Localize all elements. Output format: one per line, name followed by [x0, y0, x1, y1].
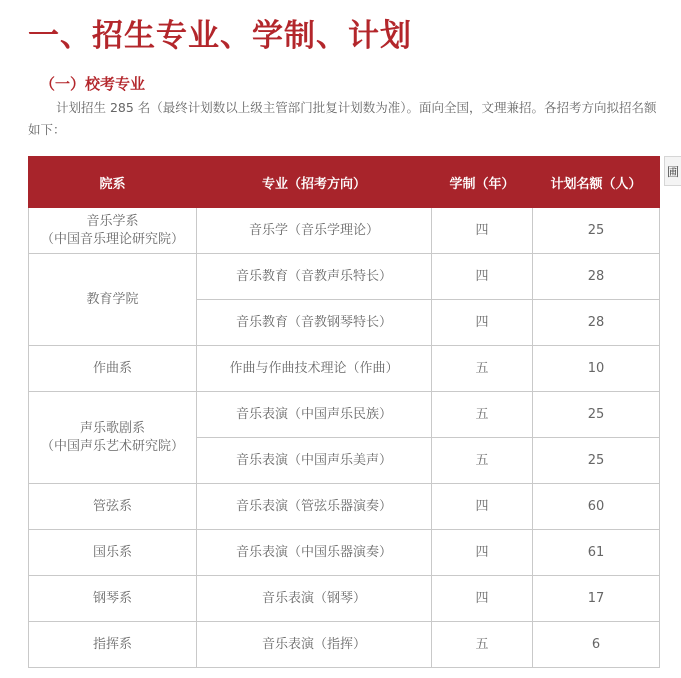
- dept-cell: 音乐学系 （中国音乐理论研究院）: [29, 208, 197, 254]
- table-header-row: [29, 157, 660, 208]
- years-cell: 四: [432, 254, 533, 300]
- major-cell: 音乐教育（音教声乐特长）: [197, 254, 432, 300]
- table-row: [29, 392, 660, 438]
- major-cell: 音乐表演（管弦乐器演奏）: [197, 484, 432, 530]
- quota-cell: 17: [533, 576, 660, 622]
- years-cell: 五: [432, 392, 533, 438]
- table-row: [29, 208, 660, 254]
- major-cell: 音乐教育（音教钢琴特长）: [197, 300, 432, 346]
- years-cell: 四: [432, 208, 533, 254]
- quota-cell: 28: [533, 300, 660, 346]
- years-cell: 五: [432, 346, 533, 392]
- header-major: 专业（招考方向）: [197, 157, 432, 208]
- years-cell: 五: [432, 438, 533, 484]
- header-years: 学制（年）: [432, 157, 533, 208]
- page-title: 一、招生专业、学制、计划: [28, 18, 412, 54]
- years-cell: 四: [432, 530, 533, 576]
- table-row: [29, 346, 660, 392]
- major-cell: 音乐表演（指挥）: [197, 622, 432, 668]
- years-cell: 四: [432, 576, 533, 622]
- major-cell: 音乐表演（中国乐器演奏）: [197, 530, 432, 576]
- major-cell: 音乐表演（中国声乐民族）: [197, 392, 432, 438]
- dept-cell: 指挥系: [29, 622, 197, 668]
- admission-plan-table-wrapper: [28, 156, 659, 668]
- intro-paragraph: [28, 97, 663, 141]
- quota-cell: 25: [533, 392, 660, 438]
- quota-cell: 61: [533, 530, 660, 576]
- years-cell: 四: [432, 300, 533, 346]
- quota-cell: 10: [533, 346, 660, 392]
- quota-cell: 25: [533, 438, 660, 484]
- header-quota: 计划名额（人）: [533, 157, 660, 208]
- dept-cell: 声乐歌剧系 （中国声乐艺术研究院）: [29, 392, 197, 484]
- table-row: [29, 254, 660, 300]
- years-cell: 五: [432, 622, 533, 668]
- table-row: [29, 622, 660, 668]
- dept-cell: 教育学院: [29, 254, 197, 346]
- quota-cell: 6: [533, 622, 660, 668]
- table-row: [29, 530, 660, 576]
- quota-cell: 60: [533, 484, 660, 530]
- quota-cell: 25: [533, 208, 660, 254]
- header-dept: 院系: [29, 157, 197, 208]
- quota-cell: 28: [533, 254, 660, 300]
- dept-cell: 钢琴系: [29, 576, 197, 622]
- section-subtitle: （一）校考专业: [40, 75, 146, 93]
- table-body: [29, 208, 660, 668]
- dept-cell: 作曲系: [29, 346, 197, 392]
- table-row: [29, 576, 660, 622]
- intro-text: 计划招生 285 名（最终计划数以上级主管部门批复计划数为准）。面向全国，文理兼招。各招考方向拟招名额如下：: [28, 100, 657, 137]
- table-view-icon[interactable]: 圃: [664, 156, 681, 186]
- years-cell: 四: [432, 484, 533, 530]
- table-row: [29, 484, 660, 530]
- major-cell: 音乐学（音乐学理论）: [197, 208, 432, 254]
- dept-cell: 管弦系: [29, 484, 197, 530]
- major-cell: 作曲与作曲技术理论（作曲）: [197, 346, 432, 392]
- major-cell: 音乐表演（中国声乐美声）: [197, 438, 432, 484]
- major-cell: 音乐表演（钢琴）: [197, 576, 432, 622]
- admission-plan-table: [28, 156, 660, 668]
- dept-cell: 国乐系: [29, 530, 197, 576]
